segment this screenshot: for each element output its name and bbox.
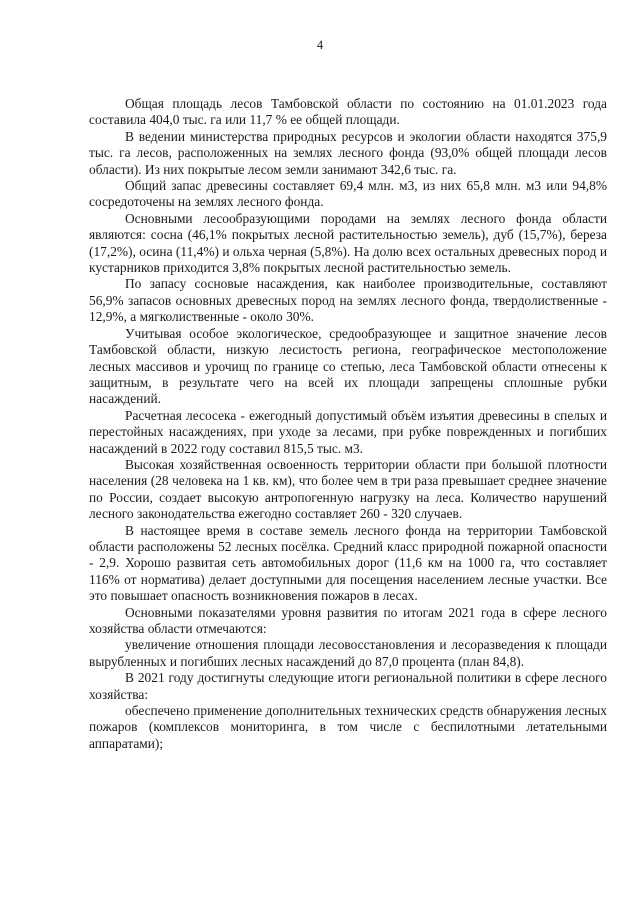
paragraph-pine-stock: По запасу сосновые насаждения, как наиболее производительные, составляют 56,9% запасов основных древесных пород на землях лесного фонда, твердолиственные - 12,9%, а мягколиственные - около 30%. [89,276,607,325]
paragraph-policy-results: В 2021 году достигнуты следующие итоги региональной политики в сфере лесного хозяйства: [89,670,607,702]
paragraph-fire-danger: В настоящее время в составе земель лесного фонда на территории Тамбовской области расположены 52 лесных посёлка. Средний класс природной пожарной опасности - 2,9. Хорошо развитая сеть автомобильных дорог (11,6 км на 1000 га, что составляет 116% от норматива) делает доступными для посещения населением лесные участки. Все это повышает опасность возникновения пожаров в лесах. [89,522,607,604]
paragraph-allowable-cut: Расчетная лесосека - ежегодный допустимый объём изъятия древесины в спелых и перестойных насаждениях, при уходе за лесами, при рубке поврежденных и погибших насаждений в 2022 году составил 815,5 тыс. м3. [89,407,607,456]
paragraph-protective-forests: Учитывая особое экологическое, средообразующее и защитное значение лесов Тамбовской области, низкую лесистость региона, географическое местоположение лесных массивов и урочищ по границе со степью, леса Тамбовской области отнесены к защитным, в результате чего на всей их площади запрещены сплошные рубки насаждений. [89,325,607,407]
paragraph-ministry-forests: В ведении министерства природных ресурсов и экологии области находятся 375,9 тыс. га лесов, расположенных на землях лесного фонда (93,0% общей площади лесов области). Из них покрытые лесом земли занимают 342,6 тыс. га. [89,128,607,177]
paragraph-reforestation-ratio: увеличение отношения площади лесовосстановления и лесоразведения к площади вырубленных и погибших лесных насаждений до 87,0 процента (план 84,8). [89,637,607,669]
document-body [89,96,607,752]
paragraph-fire-detection: обеспечено применение дополнительных технических средств обнаружения лесных пожаров (комплексов мониторинга, в том числе с беспилотными летательными аппаратами); [89,703,607,751]
paragraph-anthropogenic-load: Высокая хозяйственная освоенность территории области при большой плотности населения (28 человека на 1 кв. км), что более чем в три раза превышает среднее значение по России, создает высокую антропогенную нагрузку на леса. Количество нарушений лесного законодательства ежегодно составляет 260 - 320 случаев. [89,456,607,522]
paragraph-tree-species: Основными лесообразующими породами на землях лесного фонда области являются: сосна (46,1% покрытых лесной растительностью земель), дуб (15,7%), береза (17,2%), осина (11,4%) и ольха черная (5,8%). На долю всех остальных древесных пород и кустарников приходится 3,8% покрытых лесной растительностью земель. [89,210,607,276]
paragraph-indicators-intro: Основными показателями уровня развития по итогам 2021 года в сфере лесного хозяйства области отмечаются: [89,604,607,636]
page-number: 4 [316,38,324,52]
paragraph-timber-stock: Общий запас древесины составляет 69,4 млн. м3, из них 65,8 млн. м3 или 94,8% сосредоточены на землях лесного фонда. [89,178,607,210]
paragraph-forest-area: Общая площадь лесов Тамбовской области по состоянию на 01.01.2023 года составила 404,0 тыс. га или 11,7 % ее общей площади. [89,96,607,128]
